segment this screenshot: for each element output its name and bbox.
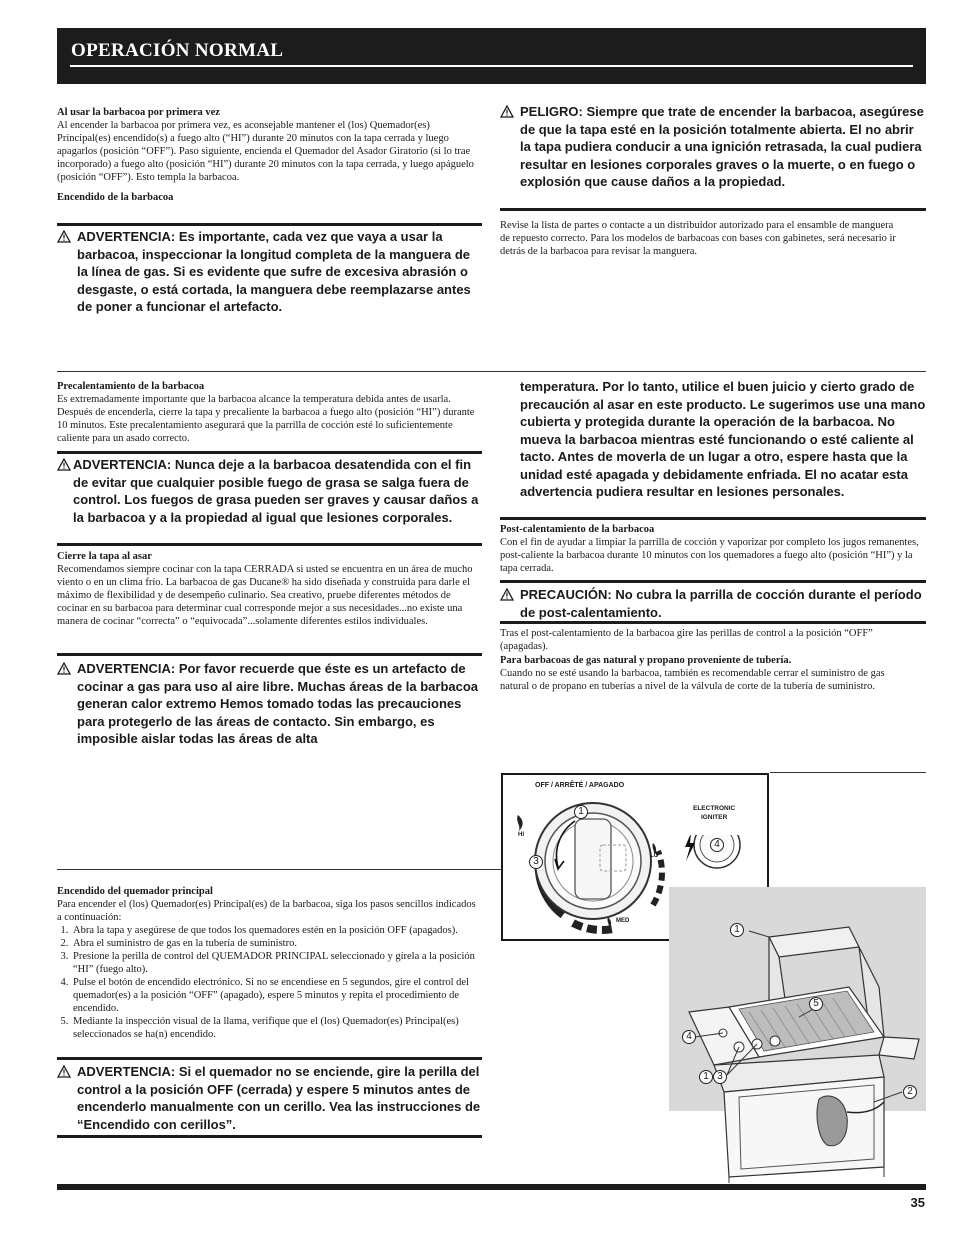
grill-drawing [669, 887, 926, 1184]
warning-triangle-icon [57, 662, 71, 675]
manual-light-warning-text: ADVERTENCIA: Si el quemador no se enciende, gire la perilla del control a la posición OFF (cerrada) y espere 5 minutos antes de encenderlo manualmente con un cerillo. Vea las instrucciones de “Encendido con cerillos”. [77, 1064, 481, 1132]
grill-callout-4: 4 [682, 1030, 696, 1044]
preheat-heading: Precalentamiento de la barbacoa [57, 381, 205, 392]
igniter-label-line-1: ELECTRONIC [693, 805, 736, 812]
warning-triangle-icon [500, 105, 514, 118]
grill-callout-5: 5 [809, 997, 823, 1011]
divider [500, 621, 926, 624]
first-use-heading: Al usar la barbacoa por primera vez [57, 107, 220, 118]
knob-off-label: OFF / ARRÊTÉ / APAGADO [535, 782, 625, 789]
preheat-section [57, 380, 481, 445]
callout-1: 1 [574, 805, 588, 819]
divider [57, 223, 482, 226]
section-separator [57, 371, 926, 372]
danger-warning-text: PELIGRO: Siempre que trate de encender la barbacoa, asegúrese de que la tapa esté en la posición totalmente abierta. El no abrir la tapa pudiera conducir a una ignición retrasada, la cual pudiera resultar en lesiones corporales graves o la muerte, o en fuego o explosión que cause daños a la propiedad. [520, 104, 924, 189]
outdoor-warning [57, 660, 482, 748]
section-banner [57, 28, 926, 84]
post-heat-caution [500, 586, 926, 621]
step-item: 5. Mediante la inspección visual de la llama, verifique que el (los) Quemador(es) Principal(es) seleccionados se ha(n) encendido. [71, 1015, 481, 1041]
igniter-label-line-2: IGNITER [700, 814, 728, 821]
close-lid-body: Recomendamos siempre cocinar con la tapa CERRADA si usted se encuentra en un área de mucho viento o en un clima frío. La barbacoa de gas Ducane® ha sido diseñada y construida para darle el máximo de flexibilidad y de desempeño culinario. Sea creativo, pruebe diferentes métodos de cocinar en su barbacoa para determinar cual corresponde mejor a sus necesidades...no existe una manera de cocinar “correcta” o “equivocada”...solamente diferentes estilos individuales. [57, 564, 473, 627]
grill-callout-3: 3 [713, 1070, 727, 1084]
section-separator [770, 772, 926, 773]
natural-gas-heading: Para barbacoas de gas natural y propano proveniente de tubería. [500, 655, 792, 666]
warning-triangle-icon [57, 1065, 71, 1078]
main-burner-heading: Encendido del quemador principal [57, 886, 213, 897]
hose-warning-text: ADVERTENCIA: Es importante, cada vez que vaya a usar la barbacoa, inspeccionar la longitud completa de la manguera de la línea de gas. Si es evidente que sufre de excesiva abrasión o desgaste, o está cortada, la manguera debe reemplazarse antes de poner a funcionar el artefacto. [77, 229, 471, 314]
divider [57, 543, 482, 546]
step-item: 3. Presione la perilla de control del QUEMADOR PRINCIPAL seleccionado y gírela a la posición “HI” (fuego alto). [71, 950, 481, 976]
divider [500, 517, 926, 520]
lighting-heading: Encendido de la barbacoa [57, 192, 174, 203]
warning-triangle-icon [500, 588, 514, 601]
outdoor-warning-continuation: temperatura. Por lo tanto, utilice el buen juicio y cierto grado de precaución al asar en este producto. Le sugerimos use una mano cubierta y protegida durante la operación de la barbacoa. No mueva la barbacoa mientras esté funcionando o esté caliente al tacto. Antes de moverla de un lugar a otro, espere hasta que la unidad esté apagada y debidamente enfriada. El no acatar esta advertencia pudiera resultar en lesiones personales. [520, 379, 926, 499]
post-heat-after-text: Tras el post-calentamiento de la barbacoa gire las perillas de control a la posición “OFF” (apagadas). [500, 628, 873, 652]
med-label: MED [616, 918, 630, 924]
post-heat-after [500, 627, 900, 693]
step-item: 4. Pulse el botón de encendido electrónico. Si no se encendiese en 5 segundos, gire el control del quemador(es) a la posición “OFF” (apagado), espere 5 minutos y repita el procedimiento de encendido. [71, 976, 481, 1015]
preheat-body: Es extremadamente importante que la barbacoa alcance la temperatura debida antes de usarla. Después de encenderla, cierre la tapa y precaliente la barbacoa a fuego alto (posición “HI”) durante 10 minutos. Este precalentamiento asegurará que la parrilla de cocción esté lo suficientemente caliente para un asado correcto. [57, 394, 475, 444]
divider [57, 451, 482, 454]
divider [57, 1135, 482, 1138]
close-lid-section [57, 550, 481, 628]
warning-triangle-icon [57, 230, 71, 243]
hose-warning [57, 228, 482, 316]
callout-4: 4 [710, 838, 724, 852]
post-heat-caution-text: PRECAUCIÓN: No cubra la parrilla de cocción durante el período de post-calentamiento. [520, 587, 922, 620]
first-use-section [57, 106, 481, 204]
first-use-body: Al encender la barbacoa por primera vez, es aconsejable mantener el (los) Quemador(es) Principal(es) encendido(s) a fuego alto (“HI”) durante 20 minutos con la tapa cerrada y luego apagarlos (posición “OFF”). Paso siguiente, encienda el Quemador del Asador Giratorio (si lo trae incorporado) a fuego alto (posición “HI”) durante 20 minutos con la tapa cerrada, y luego apáguelo (posición “OFF”). Esto templa la barbacoa. [57, 120, 474, 183]
grill-callout-2: 2 [903, 1085, 917, 1099]
warning-triangle-icon [57, 458, 71, 471]
main-burner-section [57, 885, 481, 1041]
step-item: 1. Abra la tapa y asegúrese de que todos los quemadores estén en la posición OFF (apagados). [71, 924, 481, 937]
divider [57, 1057, 482, 1060]
step-item: 2. Abra el suministro de gas en la tubería de suministro. [71, 937, 481, 950]
danger-warning [500, 103, 926, 191]
natural-gas-body: Cuando no se esté usando la barbacoa, también es recomendable cerrar el suministro de gas natural o de propano en tuberías a nivel de la válvula de corte de la tubería de suministro. [500, 668, 885, 692]
lo-label: LO [650, 853, 659, 859]
manual-light-warning [57, 1063, 482, 1133]
page-title: OPERACIÓN NORMAL [71, 40, 284, 61]
outdoor-warning-text: ADVERTENCIA: Por favor recuerde que éste es un artefacto de cocinar a gas para uso al aire libre. Muchas áreas de la barbacoa generan calor extremo Hemos tomado todas las precauciones para protegerlo de las áreas de contacto. Sin embargo, es imposible aislar todas las áreas de alta [77, 661, 479, 746]
close-lid-heading: Cierre la tapa al asar [57, 551, 152, 562]
main-burner-intro: Para encender el (los) Quemador(es) Principal(es) de la barbacoa, siga los pasos sencillos indicados a continuación: [57, 899, 476, 923]
divider [500, 208, 926, 211]
electronic-igniter-label [693, 804, 735, 822]
outdoor-warning-continued [520, 378, 926, 501]
divider [57, 653, 482, 656]
grill-callout-1b: 1 [699, 1070, 713, 1084]
grill-callout-1: 1 [730, 923, 744, 937]
hi-label: HI [518, 832, 524, 838]
page-number: 35 [910, 1195, 925, 1210]
footer-bar [57, 1184, 926, 1190]
post-heat-heading: Post-calentamiento de la barbacoa [500, 524, 655, 535]
section-separator [57, 869, 502, 870]
post-heat-section [500, 523, 926, 575]
banner-rule [70, 65, 913, 67]
grease-fire-warning [57, 456, 482, 526]
post-heat-body: Con el fin de ayudar a limpiar la parrilla de cocción y vaporizar por completo los jugos remanentes, post-caliente la barbacoa durante 10 minutos con los quemadores a fuego alto (posición “HI”) y la tapa cerrada. [500, 537, 919, 574]
hose-replacement-note: Revise la lista de partes o contacte a un distribuidor autorizado para el ensamble de manguera de repuesto correcto. Para los modelos de barbacoas con bases con gabinetes, será necesario ir detrás de la barbacoa para revisar la manguera. [500, 220, 896, 257]
lighting-steps [57, 924, 481, 1041]
divider [500, 580, 926, 583]
callout-3: 3 [529, 855, 543, 869]
grease-fire-warning-text: ADVERTENCIA: Nunca deje a la barbacoa desatendida con el fin de evitar que cualquier posible fuego de grasa se salga fuera de control. Los fuegos de grasa pueden ser graves y causar daños a la barbacoa y a la propiedad al igual que lesiones corporales. [73, 457, 479, 525]
